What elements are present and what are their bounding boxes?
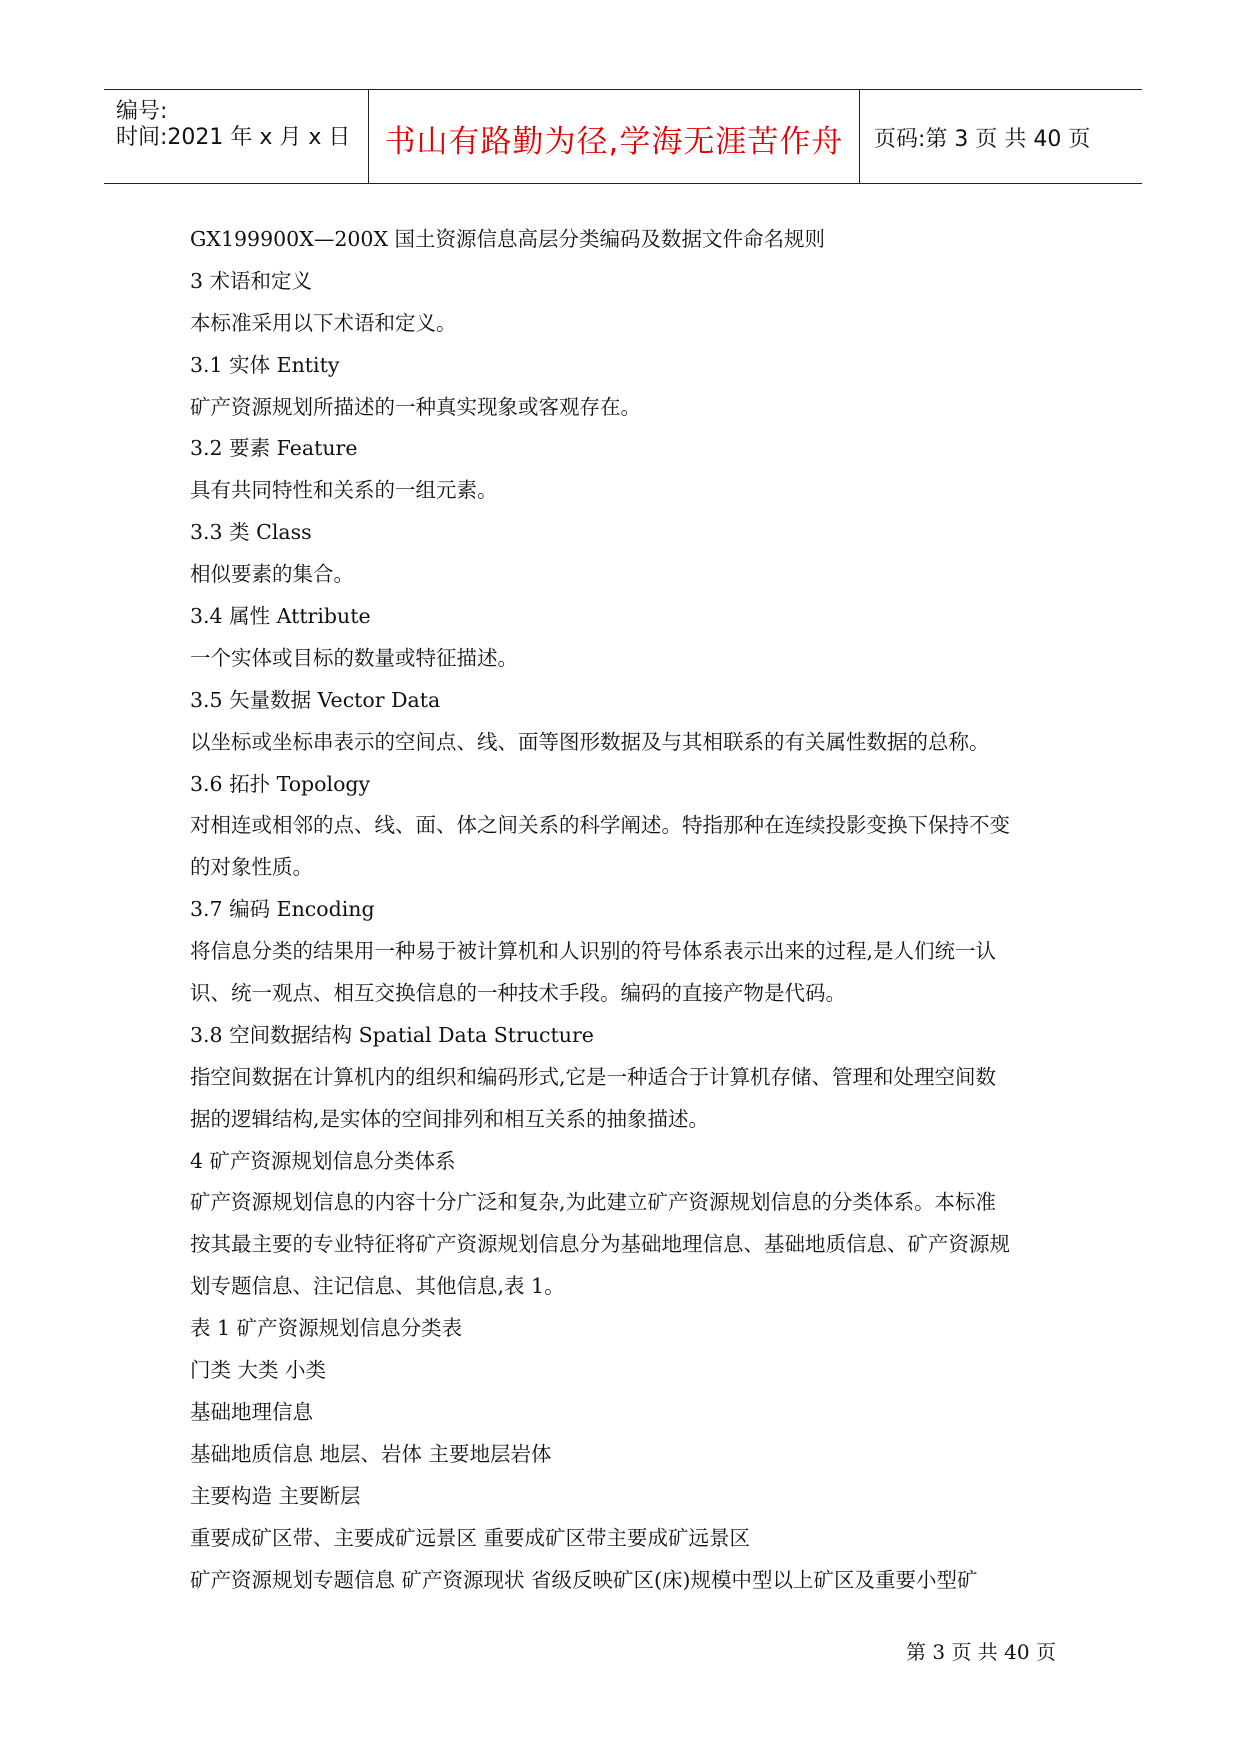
header-page-number: 页码:第 3 页 共 40 页 [874,127,1091,152]
table-line: 基础地理信息 [190,1399,313,1424]
header-meta-cell [104,90,368,183]
body-line: 矿产资源规划信息的内容十分广泛和复杂,为此建立矿产资源规划信息的分类体系。本标准 [190,1190,997,1215]
header-motto: 书山有路勤为径,学海无涯苦作舟 [384,124,844,160]
term-heading: 3.2 要素 Feature [190,436,358,461]
term-definition: 以坐标或坐标串表示的空间点、线、面等图形数据及与其相联系的有关属性数据的总称。 [190,729,990,754]
header-page-cell [860,90,1142,183]
section-heading: 4 矿产资源规划信息分类体系 [190,1148,456,1173]
term-heading: 3.4 属性 Attribute [190,604,371,629]
term-definition: 一个实体或目标的数量或特征描述。 [190,645,518,670]
term-definition: 的对象性质。 [190,855,313,880]
body-line: 划专题信息、注记信息、其他信息,表 1。 [190,1274,565,1299]
document-body [190,219,1070,1601]
document-time-label: 时间:2021 年 x 月 x 日 [116,125,351,150]
term-definition: 具有共同特性和关系的一组元素。 [190,478,498,503]
document-number-label: 编号: [116,99,168,124]
page-header [104,89,1142,184]
term-definition: 对相连或相邻的点、线、面、体之间关系的科学阐述。特指那种在连续投影变换下保持不变 [190,813,1010,838]
body-line: 本标准采用以下术语和定义。 [190,310,457,335]
term-definition: 将信息分类的结果用一种易于被计算机和人识别的符号体系表示出来的过程,是人们统一认 [190,939,997,964]
table-line: 重要成矿区带、主要成矿远景区 重要成矿区带主要成矿远景区 [190,1525,751,1550]
section-heading: 3 术语和定义 [190,268,313,293]
table-line: 基础地质信息 地层、岩体 主要地层岩体 [190,1441,552,1466]
table-line: 主要构造 主要断层 [190,1483,361,1508]
body-line: GX199900X—200X 国土资源信息高层分类编码及数据文件命名规则 [190,227,826,251]
term-heading: 3.1 实体 Entity [190,352,340,377]
term-definition: 识、统一观点、相互交换信息的一种技术手段。编码的直接产物是代码。 [190,981,846,1006]
term-definition: 指空间数据在计算机内的组织和编码形式,它是一种适合于计算机存储、管理和处理空间数 [190,1064,997,1089]
page-footer-number: 第 3 页 共 40 页 [906,1640,1056,1664]
header-motto-cell [368,90,860,183]
term-definition: 相似要素的集合。 [190,562,354,587]
table-line: 矿产资源规划专题信息 矿产资源现状 省级反映矿区(床)规模中型以上矿区及重要小型矿 [190,1567,978,1592]
table-caption: 表 1 矿产资源规划信息分类表 [190,1316,463,1341]
term-heading: 3.3 类 Class [190,520,312,545]
table-header-line: 门类 大类 小类 [190,1358,327,1383]
term-heading: 3.6 拓扑 Topology [190,771,371,796]
term-heading: 3.8 空间数据结构 Spatial Data Structure [190,1022,594,1047]
term-definition: 据的逻辑结构,是实体的空间排列和相互关系的抽象描述。 [190,1106,710,1131]
body-line: 按其最主要的专业特征将矿产资源规划信息分为基础地理信息、基础地质信息、矿产资源规 [190,1232,1010,1257]
term-definition: 矿产资源规划所描述的一种真实现象或客观存在。 [190,394,641,419]
term-heading: 3.7 编码 Encoding [190,897,375,922]
term-heading: 3.5 矢量数据 Vector Data [190,687,441,712]
